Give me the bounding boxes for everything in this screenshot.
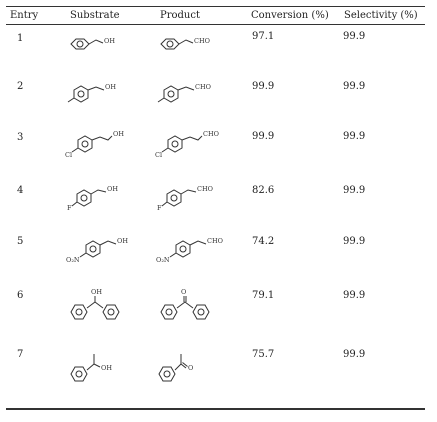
entry-number: 3 — [17, 132, 24, 143]
table-header-rule — [6, 24, 425, 25]
substituent-label: Cl — [65, 151, 73, 159]
product-structure — [156, 346, 208, 384]
entry-number: 4 — [17, 185, 24, 196]
conversion-value: 79.1 — [252, 290, 275, 301]
substrate-structure — [68, 30, 128, 56]
conversion-value: 82.6 — [252, 185, 275, 196]
substituent-label: F — [67, 204, 72, 212]
group-label: OH — [105, 83, 116, 91]
substrate-structure — [68, 346, 120, 384]
group-label: CHO — [195, 83, 211, 91]
entry-number: 1 — [17, 33, 24, 44]
substrate-structure — [64, 180, 128, 214]
entry-number: 5 — [17, 236, 24, 247]
selectivity-value: 99.9 — [343, 349, 366, 360]
selectivity-value: 99.9 — [343, 185, 366, 196]
group-label: CHO — [194, 37, 210, 45]
substrate-structure — [66, 78, 128, 106]
header-conversion: Conversion (%) — [251, 10, 329, 21]
group-label: CHO — [203, 130, 219, 138]
substituent-label: O₂N — [66, 256, 80, 264]
product-structure — [156, 78, 220, 106]
group-label: OH — [104, 37, 115, 45]
substituent-label: F — [157, 204, 162, 212]
selectivity-value: 99.9 — [343, 290, 366, 301]
conversion-value: 97.1 — [252, 31, 275, 42]
group-label: CHO — [197, 185, 213, 193]
header-selectivity: Selectivity (%) — [344, 10, 418, 21]
group-label: OH — [91, 288, 102, 296]
group-label: OH — [117, 237, 128, 245]
group-label: OH — [107, 185, 118, 193]
table-top-rule — [6, 6, 425, 7]
substituent-label: O₂N — [156, 256, 170, 264]
group-label: OH — [101, 364, 112, 372]
group-label: OH — [113, 130, 124, 138]
conversion-value: 75.7 — [252, 349, 275, 360]
product-structure — [154, 232, 226, 266]
product-structure — [158, 286, 214, 326]
product-structure — [154, 180, 218, 214]
group-label: CHO — [207, 237, 223, 245]
conversion-value: 99.9 — [252, 81, 275, 92]
product-structure — [154, 126, 224, 160]
selectivity-value: 99.9 — [343, 81, 366, 92]
entry-number: 7 — [17, 349, 24, 360]
substrate-structure — [64, 232, 136, 266]
substituent-label: Cl — [155, 151, 163, 159]
selectivity-value: 99.9 — [343, 131, 366, 142]
table-bottom-rule — [6, 408, 425, 410]
substrate-structure — [64, 126, 130, 160]
header-product: Product — [160, 10, 200, 21]
conversion-value: 74.2 — [252, 236, 275, 247]
header-entry: Entry — [10, 10, 39, 21]
header-substrate: Substrate — [70, 10, 120, 21]
entry-number: 2 — [17, 81, 24, 92]
group-label: O — [181, 288, 187, 296]
group-label: O — [188, 364, 194, 372]
conversion-value: 99.9 — [252, 131, 275, 142]
selectivity-value: 99.9 — [343, 236, 366, 247]
substrate-structure — [68, 286, 124, 326]
entry-number: 6 — [17, 290, 24, 301]
selectivity-value: 99.9 — [343, 31, 366, 42]
product-structure — [158, 30, 218, 56]
